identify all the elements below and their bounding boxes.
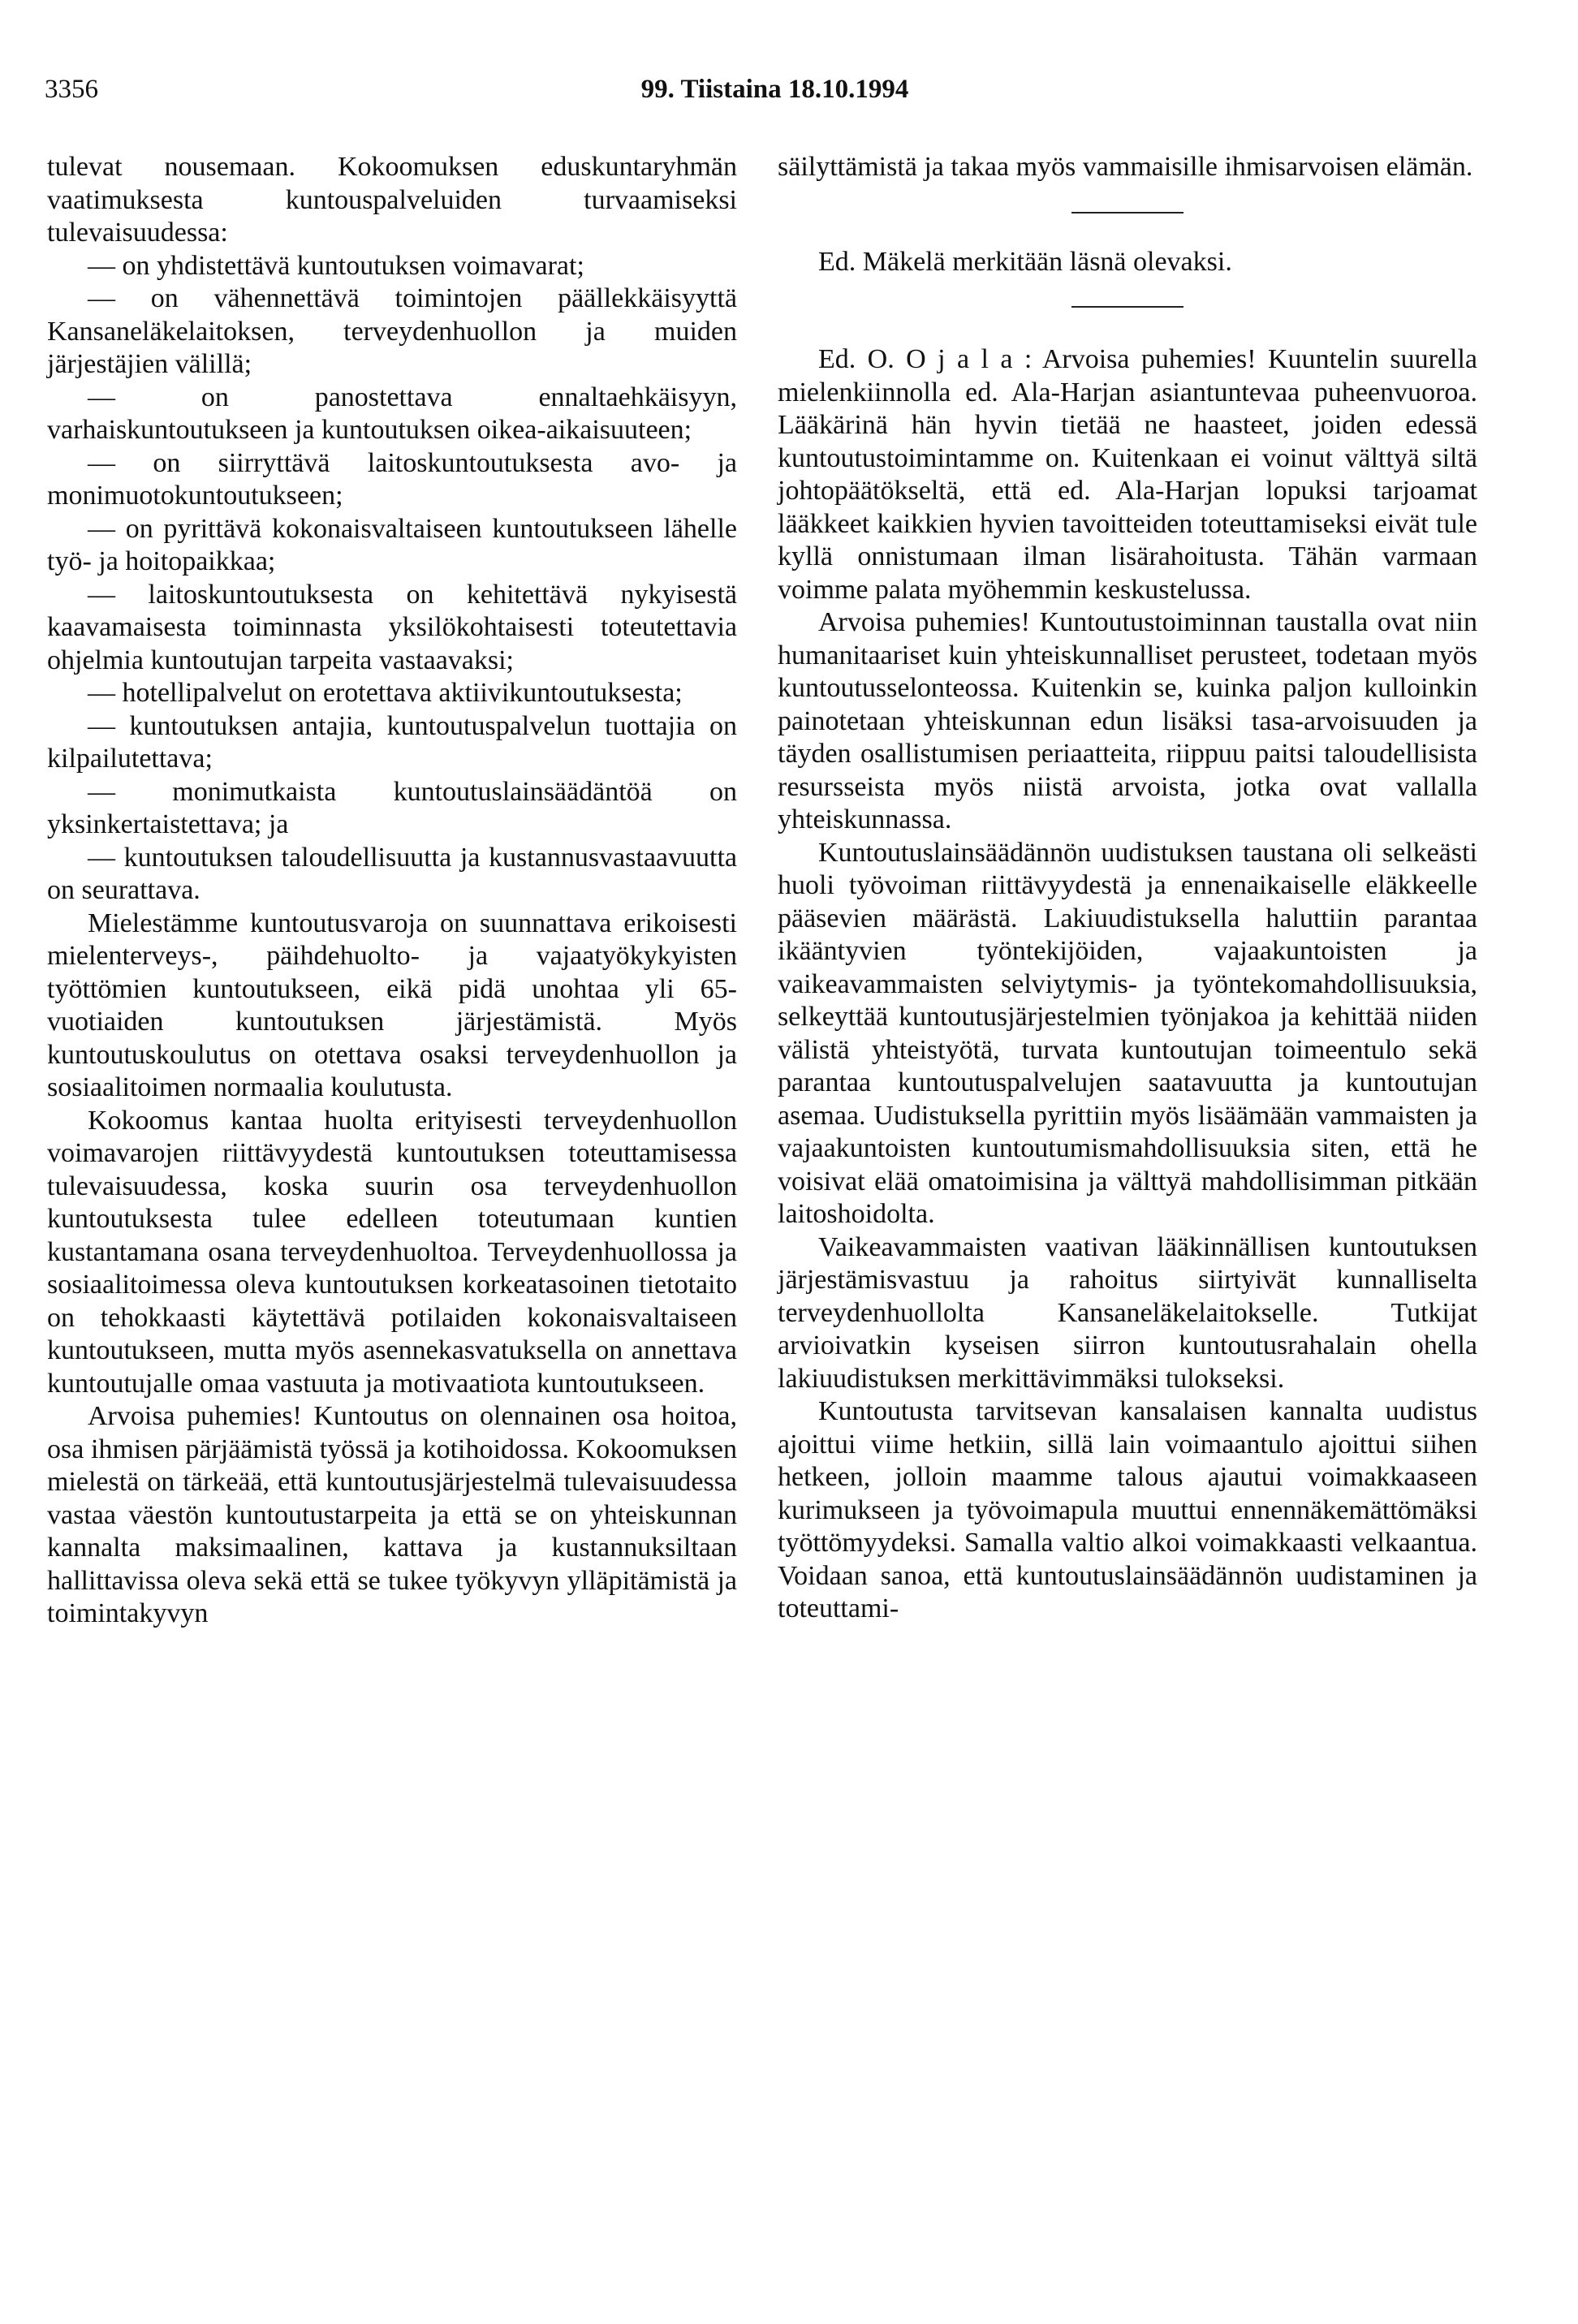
body-paragraph: Mielestämme kuntoutusvaroja on suunnattava erikoisesti mielenterveys-, päihdehuolto- ja vajaatyökykyisten työttömien kuntoutukseen, eikä pidä unohtaa yli 65-vuotiaiden kuntoutuksen järjestämistä. Myös kuntoutuskoulutus on otettava osaksi terveydenhuollon ja sosiaalitoimen normaalia koulutusta. bbox=[47, 908, 737, 1102]
speech-paragraph bbox=[778, 343, 1477, 606]
continuation-paragraph: säilyttämistä ja takaa myös vammaisille ihmisarvoisen elämän. bbox=[778, 152, 1473, 182]
list-item: — kuntoutuksen taloudellisuutta ja kustannusvastaavuutta on seurattava. bbox=[47, 842, 737, 905]
left-column bbox=[47, 151, 737, 1631]
list-item: — monimutkaista kuntoutuslainsäädäntöä on yksinkertaistettava; ja bbox=[47, 776, 737, 839]
body-paragraph: Arvoisa puhemies! Kuntoutustoiminnan taustalla ovat niin humanitaariset kuin yhteiskunnalliset perusteet, todetaan myös kuntoutusselonteossa. Kuitenkin se, kuinka paljon kulloinkin painotetaan yhteiskunnan edun lisäksi tasa-arvoisuuden ja täyden osallistumisen periaatteita, riippuu paitsi taloudellisista resursseista myös niistä arvoista, jotka ovat vallalla yhteiskunnassa. bbox=[778, 607, 1477, 834]
body-paragraph: Kuntoutuslainsäädännön uudistuksen taustana oli selkeästi huoli työvoiman riittävyydestä ja ennenaikaiselle eläkkeelle pääsevien määrästä. Lakiuudistuksella haluttiin parantaa ikääntyvien työntekijöiden, vajaakuntoisten ja vaikeavammaisten selviytymis- ja työntekomahdollisuuksia, selkeyttää kuntoutusjärjestelmien työnjakoa ja kehittää niiden välistä yhteistyötä, turvata kuntoutujan toimeentulo sekä parantaa kuntoutuspalvelujen saatavuutta ja kuntoutujan asemaa. Uudistuksella pyrittiin myös lisäämään vammaisten ja vajaakuntoisten kuntoutumismahdollisuuksia siten, että he voisivat elää omatoimisina ja välttyä mahdollisimman pitkään laitoshoidolta. bbox=[778, 837, 1477, 1229]
body-paragraph: Vaikeavammaisten vaativan lääkinnällisen kuntoutuksen järjestämisvastuu ja rahoitus siirtyivät kunnalliselta terveydenhuollolta Kansaneläkelaitokselle. Tutkijat arvioivatkin kyseisen siirron kuntoutusrahalain ohella lakiuudistuksen merkittävimmäksi tulokseksi. bbox=[778, 1231, 1477, 1394]
page-number: 3356 bbox=[45, 75, 98, 104]
section-divider bbox=[1071, 306, 1184, 308]
session-date: 99. Tiistaina 18.10.1994 bbox=[640, 75, 909, 104]
list-item: — on vähennettävä toimintojen päällekkäisyyttä Kansaneläkelaitoksen, terveydenhuollon ja muiden järjestäjien välillä; bbox=[47, 283, 737, 379]
body-paragraph: Kuntoutusta tarvitsevan kansalaisen kannalta uudistus ajoittui viime hetkiin, sillä lain voimaantulo ajoittui siihen hetkeen, jolloin maamme talous ajautui voimakkaaseen kurimukseen ja työvoimapula muuttui ennennäkemättömäksi työttömyydeksi. Samalla valtio alkoi voimakkaasti velkaantua. Voidaan sanoa, että kuntoutuslainsäädännön uudistaminen ja toteuttami- bbox=[778, 1396, 1477, 1623]
list-item: — on pyrittävä kokonaisvaltaiseen kuntoutukseen lähelle työ- ja hoitopaikkaa; bbox=[47, 513, 737, 576]
speaker-name: Ed. O. O j a l a : bbox=[818, 344, 1033, 374]
body-paragraph: Arvoisa puhemies! Kuntoutus on olennainen osa hoitoa, osa ihmisen pärjäämistä työssä ja kotihoidossa. Kokoomuksen mielestä on tärkeää, että kuntoutusjärjestelmä tulevaisuudessa vastaa väestön kuntoutustarpeita ja että se on yhteiskunnan kannalta maksimaalinen, kattava ja kustannuksiltaan hallittavissa oleva sekä että se tukee työkyvyn ylläpitämistä ja toimintakyvyn bbox=[47, 1401, 737, 1628]
body-paragraph: Kokoomus kantaa huolta erityisesti terveydenhuollon voimavarojen riittävyydestä kuntoutuksen toteuttamisessa tulevaisuudessa, koska suurin osa terveydenhuollon kuntoutuksesta tulee edelleen toteutumaan kuntien kustantamana osana terveydenhuoltoa. Terveydenhuollossa ja sosiaalitoimessa oleva kuntoutuksen korkeatasoinen tietotaito on tehokkaasti käytettävä potilaiden kokonaisvaltaiseen kuntoutukseen, mutta myös asennekasvatuksella on annettava kuntoutujalle omaa vastuuta ja motivaatiota kuntoutukseen. bbox=[47, 1105, 737, 1399]
section-divider bbox=[1071, 212, 1184, 213]
list-item: — on siirryttävä laitoskuntoutuksesta avo- ja monimuotokuntoutukseen; bbox=[47, 447, 737, 511]
page-header bbox=[45, 65, 1505, 114]
list-item: — laitoskuntoutuksesta on kehitettävä nykyisestä kaavamaisesta toiminnasta yksilökohtaisesti toteutettavia ohjelmia kuntoutujan tarpeita vastaavaksi; bbox=[47, 579, 737, 675]
list-item: — hotellipalvelut on erotettava aktiivikuntoutuksesta; bbox=[88, 678, 683, 708]
list-item: — on panostettava ennaltaehkäisyyn, varhaiskuntoutukseen ja kuntoutuksen oikea-aikaisuuteen; bbox=[47, 382, 737, 445]
attendance-note: Ed. Mäkelä merkitään läsnä olevaksi. bbox=[818, 246, 1232, 277]
list-item: — kuntoutuksen antajia, kuntoutuspalvelun tuottajia on kilpailutettava; bbox=[47, 710, 737, 774]
list-item: — on yhdistettävä kuntoutuksen voimavarat; bbox=[88, 250, 584, 281]
right-column bbox=[778, 151, 1477, 1626]
intro-paragraph: tulevat nousemaan. Kokoomuksen eduskuntaryhmän vaatimuksesta kuntouspalveluiden turvaamiseksi tulevaisuudessa: bbox=[47, 152, 737, 248]
speech-text: Arvoisa puhemies! Kuuntelin suurella mielenkiinnolla ed. Ala-Harjan asiantuntevaa puheenvuoroa. Lääkärinä hän hyvin tietää ne haasteet, joiden edessä kuntoutustoimintamme on. Kuitenkaan ei voinut välttyä siltä johtopäätökseltä, että ed. Ala-Harjan lopuksi tarjoamat lääkkeet kaikkien hyvien tavoitteiden toteuttamiseksi eivät tule kyllä onnistumaan ilman lisärahoitusta. Tähän varmaan voimme palata myöhemmin keskustelussa. bbox=[778, 344, 1477, 605]
